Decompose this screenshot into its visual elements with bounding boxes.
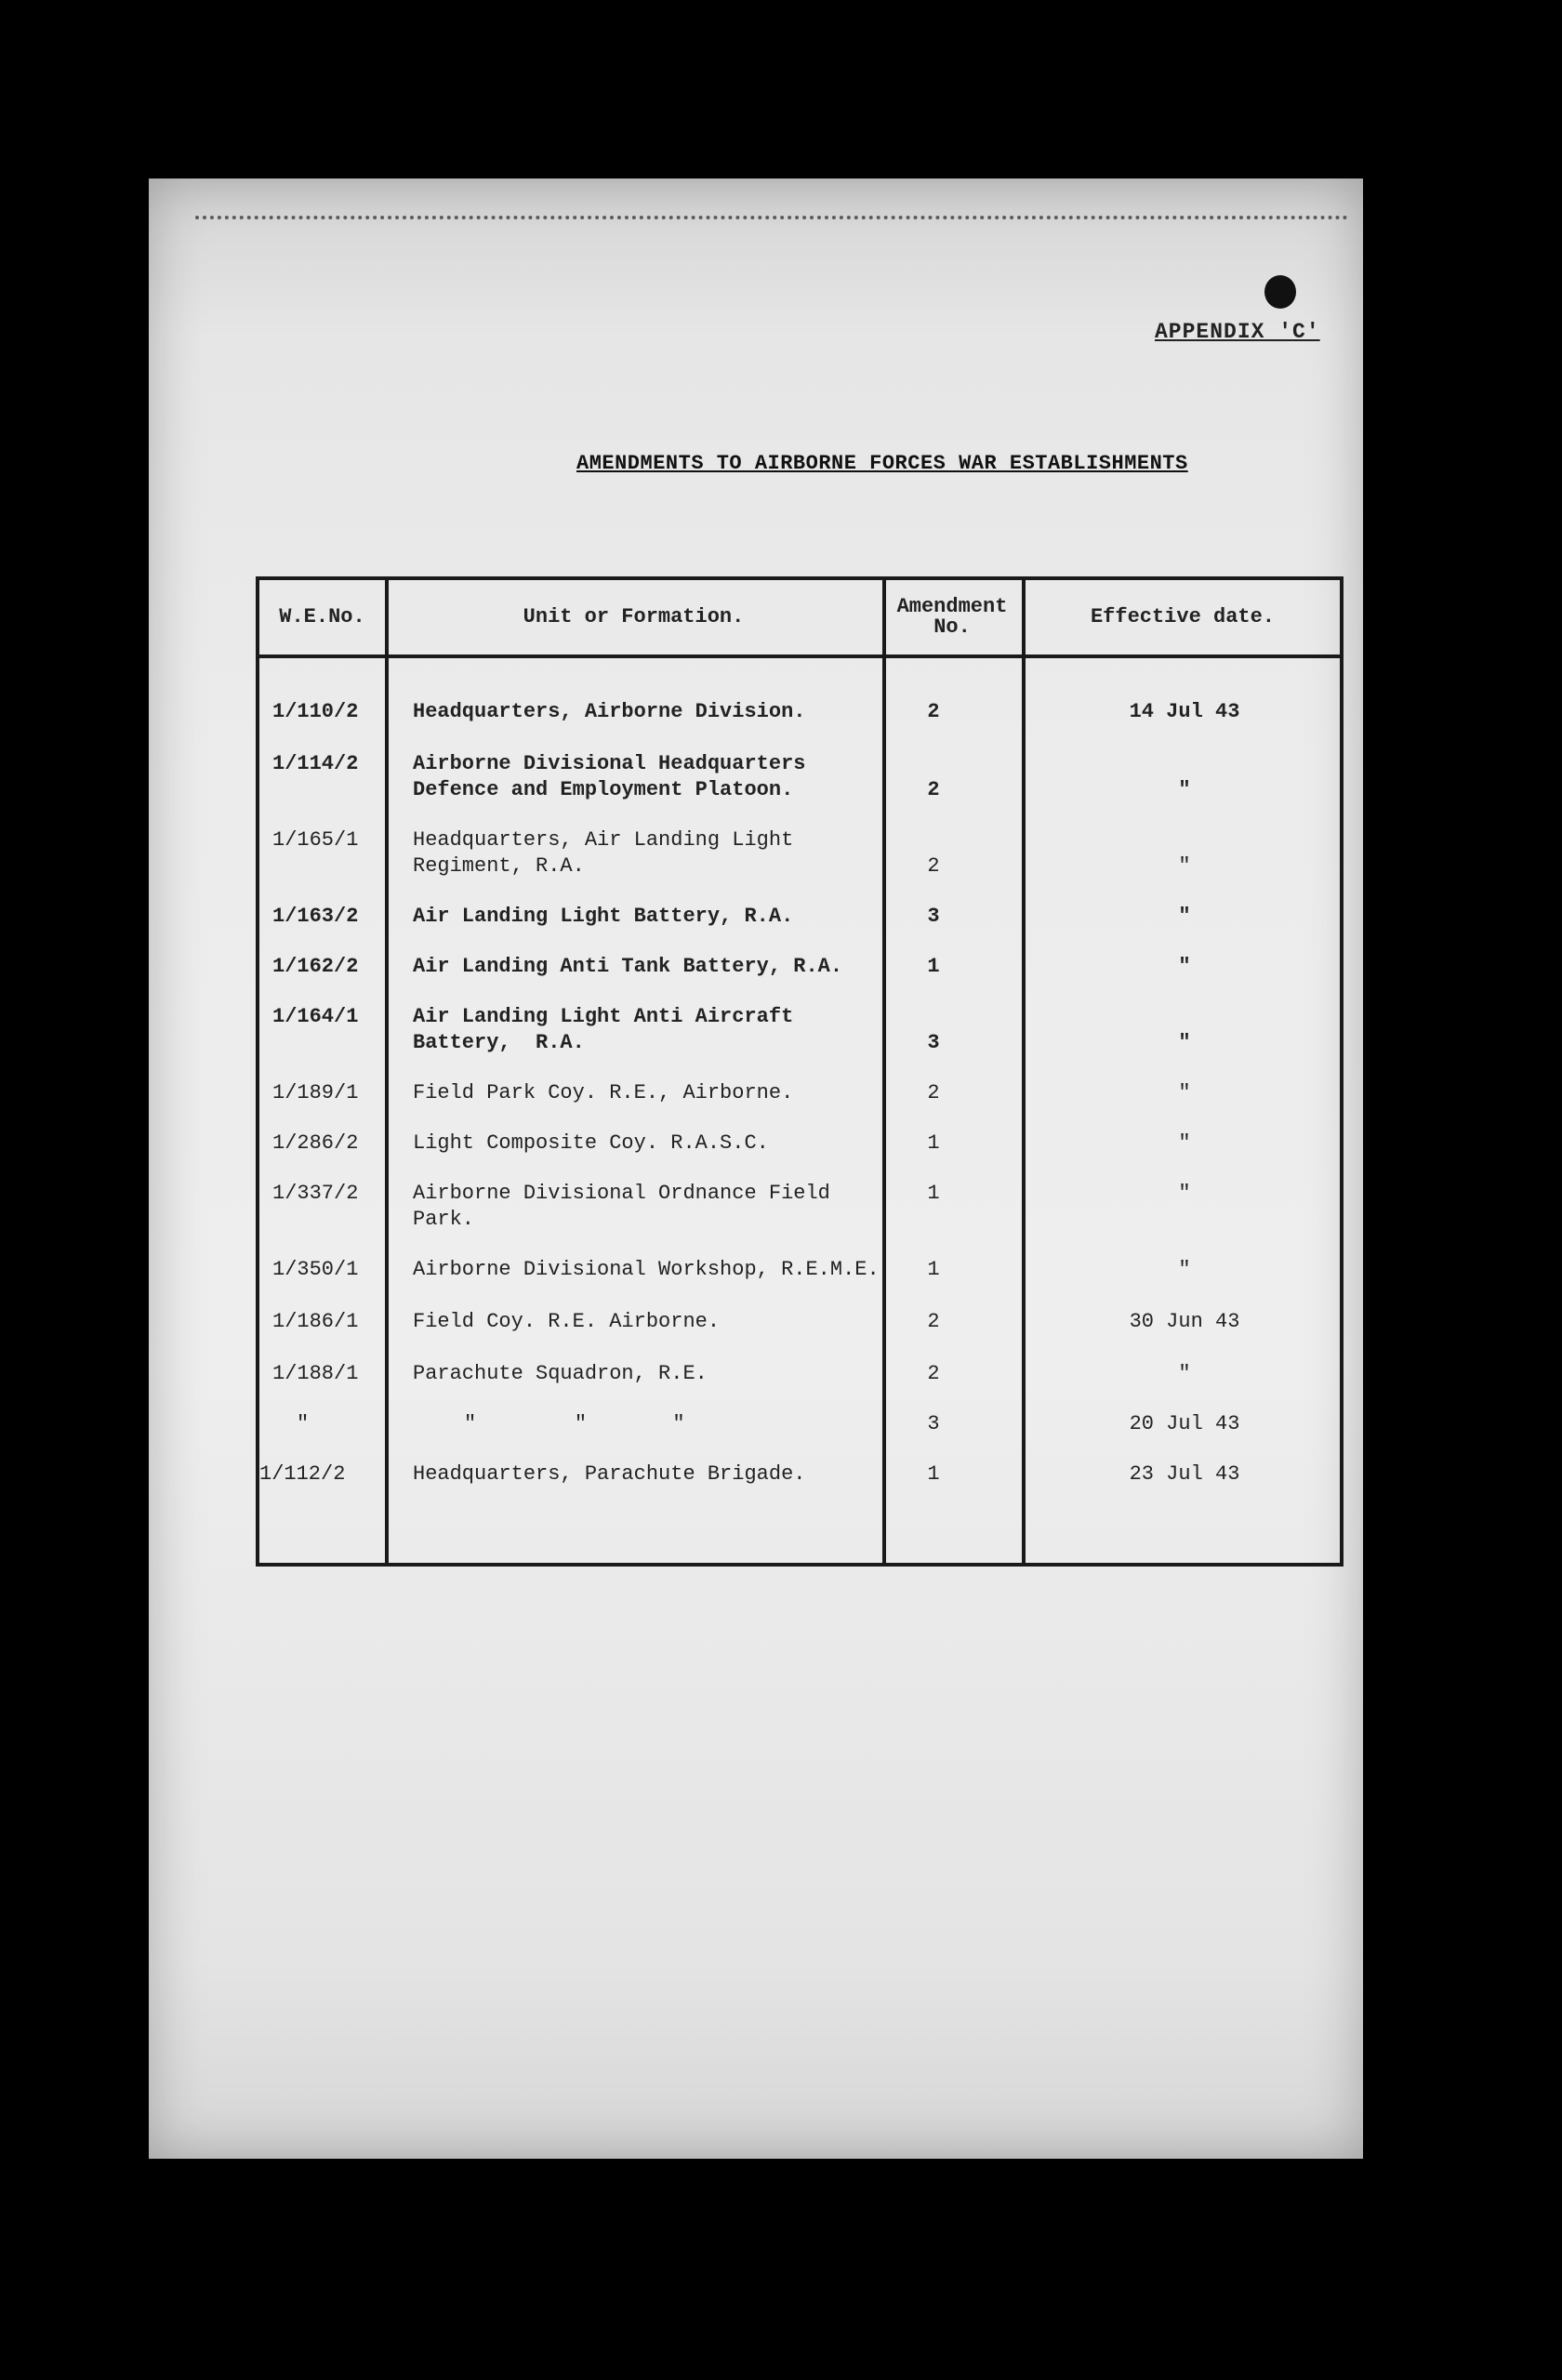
unit-cell-line2: Park. bbox=[413, 1208, 475, 1231]
unit-cell: Airborne Divisional Workshop, R.E.M.E. bbox=[413, 1258, 880, 1281]
unit-cell: Field Coy. R.E. Airborne. bbox=[413, 1310, 721, 1333]
header-divider bbox=[259, 654, 1340, 658]
date-cell: " bbox=[1178, 778, 1191, 801]
we-no-cell: 1/186/1 bbox=[272, 1310, 359, 1333]
we-no-cell: 1/350/1 bbox=[272, 1258, 359, 1281]
header-amendment-line2: No. bbox=[933, 615, 971, 639]
we-no-cell: 1/337/2 bbox=[272, 1182, 359, 1205]
document-title: AMENDMENTS TO AIRBORNE FORCES WAR ESTABLISHMENTS bbox=[576, 452, 1188, 475]
date-cell: " bbox=[1178, 854, 1191, 878]
date-cell: " bbox=[1178, 955, 1191, 978]
unit-cell: Parachute Squadron, R.E. bbox=[413, 1362, 708, 1385]
unit-cell: Airborne Divisional Ordnance Field bbox=[413, 1182, 830, 1205]
we-no-cell: " bbox=[297, 1412, 310, 1435]
top-edge-marks bbox=[195, 216, 1348, 225]
amendment-cell: 2 bbox=[927, 1362, 940, 1385]
amendment-cell: 3 bbox=[927, 1412, 940, 1435]
header-amendment bbox=[882, 580, 1022, 654]
unit-cell: Air Landing Light Battery, R.A. bbox=[413, 905, 794, 928]
document-page bbox=[149, 178, 1363, 2159]
amendment-cell: 1 bbox=[927, 1462, 940, 1486]
unit-cell: " " " bbox=[464, 1412, 685, 1435]
unit-cell: Air Landing Anti Tank Battery, R.A. bbox=[413, 955, 843, 978]
unit-cell: Field Park Coy. R.E., Airborne. bbox=[413, 1081, 794, 1104]
header-effective-date: Effective date. bbox=[1090, 605, 1276, 628]
we-no-cell: 1/163/2 bbox=[272, 905, 359, 928]
unit-cell: Headquarters, Air Landing Light bbox=[413, 828, 794, 852]
column-divider-3 bbox=[1022, 580, 1026, 1563]
amendment-cell: 1 bbox=[927, 1258, 940, 1281]
header-unit: Unit or Formation. bbox=[523, 605, 745, 628]
date-cell: 30 Jun 43 bbox=[1129, 1310, 1240, 1333]
unit-cell: Light Composite Coy. R.A.S.C. bbox=[413, 1131, 769, 1155]
we-no-cell: 1/286/2 bbox=[272, 1131, 359, 1155]
amendment-cell: 2 bbox=[927, 700, 940, 723]
amendment-cell: 1 bbox=[927, 1182, 940, 1205]
appendix-label: APPENDIX 'C' bbox=[1155, 320, 1320, 344]
unit-cell-line2: Battery, R.A. bbox=[413, 1031, 585, 1054]
we-no-cell: 1/114/2 bbox=[272, 752, 359, 775]
date-cell: " bbox=[1178, 1131, 1191, 1155]
unit-cell: Airborne Divisional Headquarters bbox=[413, 752, 806, 775]
column-divider-1 bbox=[385, 580, 389, 1563]
amendment-cell: 2 bbox=[927, 778, 940, 801]
date-cell: " bbox=[1178, 1031, 1191, 1054]
unit-cell: Air Landing Light Anti Aircraft bbox=[413, 1005, 794, 1028]
amendments-table bbox=[256, 576, 1344, 1567]
date-cell: 20 Jul 43 bbox=[1129, 1412, 1240, 1435]
unit-cell: Headquarters, Parachute Brigade. bbox=[413, 1462, 806, 1486]
amendment-cell: 1 bbox=[927, 955, 940, 978]
we-no-cell: 1/110/2 bbox=[272, 700, 359, 723]
we-no-cell: 1/165/1 bbox=[272, 828, 359, 852]
date-cell: " bbox=[1178, 1258, 1191, 1281]
date-cell: 14 Jul 43 bbox=[1129, 700, 1240, 723]
we-no-cell: 1/162/2 bbox=[272, 955, 359, 978]
amendment-cell: 1 bbox=[927, 1131, 940, 1155]
amendment-cell: 2 bbox=[927, 854, 940, 878]
punch-hole-mark bbox=[1264, 275, 1296, 309]
unit-cell-line2: Regiment, R.A. bbox=[413, 854, 585, 878]
unit-cell-line2: Defence and Employment Platoon. bbox=[413, 778, 794, 801]
date-cell: 23 Jul 43 bbox=[1129, 1462, 1240, 1486]
amendment-cell: 3 bbox=[927, 1031, 940, 1054]
date-cell: " bbox=[1178, 1362, 1191, 1385]
amendment-cell: 3 bbox=[927, 905, 940, 928]
we-no-cell: 1/164/1 bbox=[272, 1005, 359, 1028]
amendment-cell: 2 bbox=[927, 1310, 940, 1333]
date-cell: " bbox=[1178, 905, 1191, 928]
date-cell: " bbox=[1178, 1081, 1191, 1104]
we-no-cell: 1/112/2 bbox=[259, 1462, 346, 1486]
we-no-cell: 1/189/1 bbox=[272, 1081, 359, 1104]
unit-cell: Headquarters, Airborne Division. bbox=[413, 700, 806, 723]
header-we-no: W.E.No. bbox=[279, 605, 365, 628]
amendment-cell: 2 bbox=[927, 1081, 940, 1104]
header-amendment-line1: Amendment bbox=[896, 595, 1008, 618]
date-cell: " bbox=[1178, 1182, 1191, 1205]
column-divider-2 bbox=[882, 580, 886, 1563]
we-no-cell: 1/188/1 bbox=[272, 1362, 359, 1385]
